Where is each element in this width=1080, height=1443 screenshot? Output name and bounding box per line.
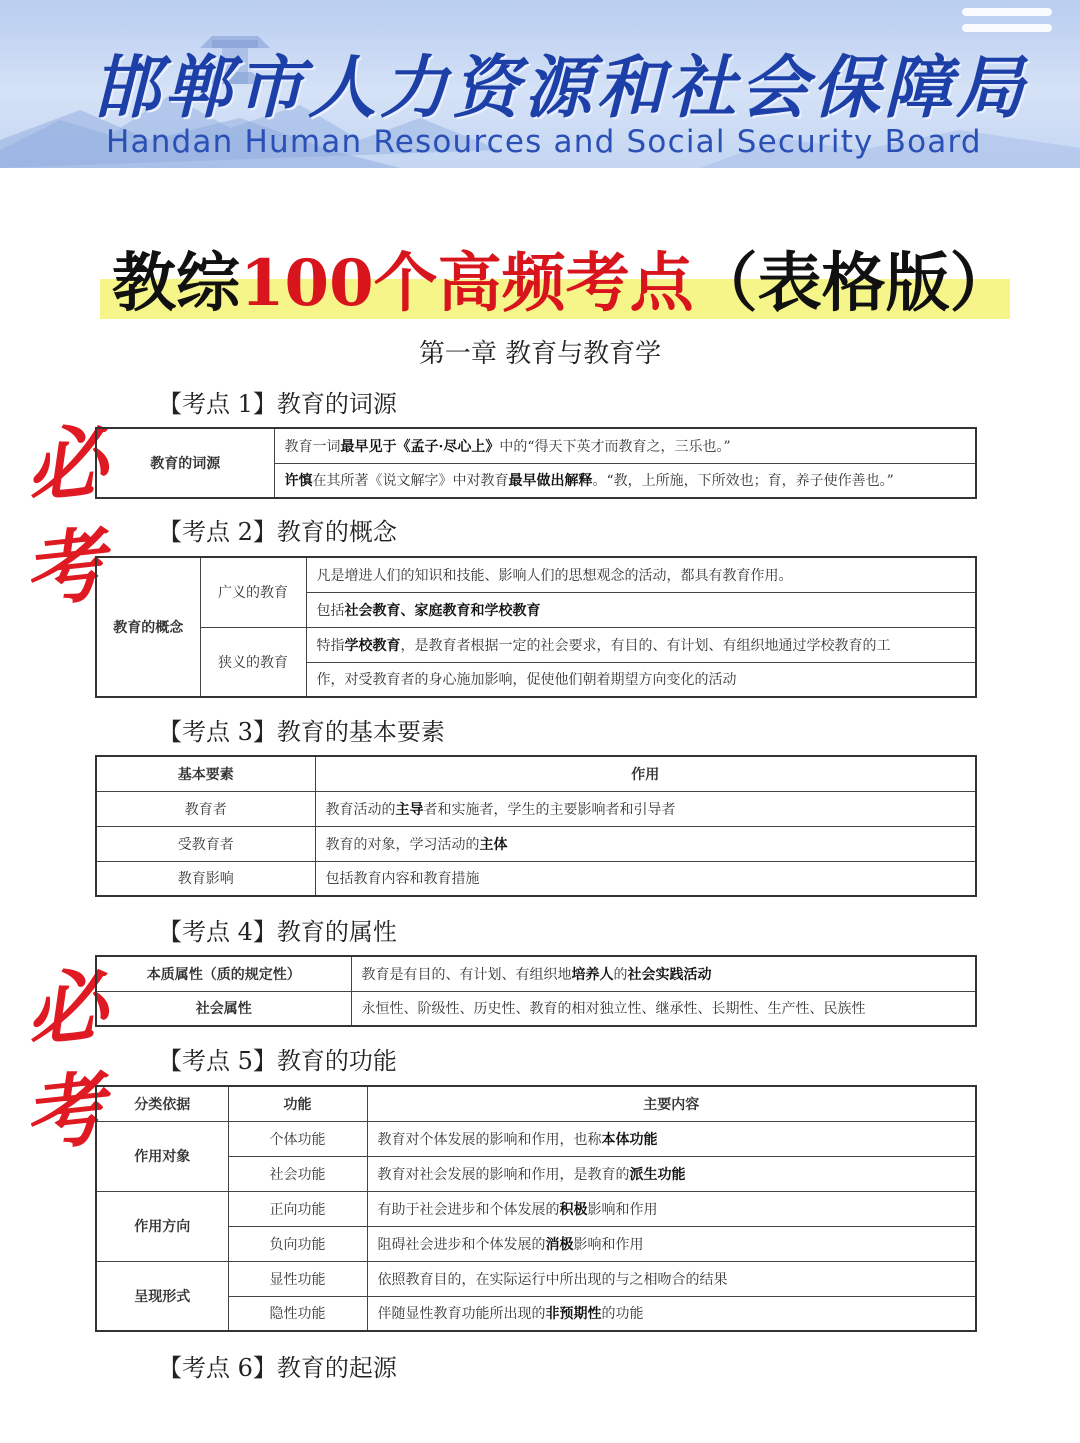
column-header: 功能	[228, 1086, 367, 1121]
table-cell: 受教育者	[96, 826, 315, 861]
section-5-heading: 【考点 5】教育的功能	[158, 1047, 397, 1075]
table-row	[96, 557, 976, 592]
hamburger-menu-icon[interactable]	[962, 8, 1052, 40]
table-cell: 教育者	[96, 791, 315, 826]
table-cell: 个体功能	[228, 1121, 367, 1156]
table-header-row	[96, 756, 976, 791]
stamp-bi-top: 必	[21, 413, 111, 515]
row-label: 教育的概念	[96, 557, 200, 697]
title-part1: 教综	[112, 246, 240, 321]
table-row	[96, 1226, 976, 1261]
section-3-heading: 【考点 3】教育的基本要素	[158, 718, 445, 746]
table-cell: 教育活动的主导者和实施者，学生的主要影响者和引导者	[315, 791, 976, 826]
table-cell: 显性功能	[228, 1261, 367, 1296]
section-6-heading: 【考点 6】教育的起源	[158, 1354, 397, 1382]
table-cell: 隐性功能	[228, 1296, 367, 1331]
table-cell: 教育对社会发展的影响和作用，是教育的派生功能	[367, 1156, 976, 1191]
table-row	[96, 861, 976, 896]
table-header-row	[96, 1086, 976, 1121]
column-header: 分类依据	[96, 1086, 228, 1121]
table-cell: 包括社会教育、家庭教育和学校教育	[306, 592, 976, 627]
table-row	[96, 1261, 976, 1296]
group-label: 作用方向	[96, 1191, 228, 1261]
section-1-heading: 【考点 1】教育的词源	[158, 390, 397, 418]
group-label: 作用对象	[96, 1121, 228, 1191]
table-cell: 包括教育内容和教育措施	[315, 861, 976, 896]
chapter-title: 第一章 教育与教育学	[418, 339, 662, 369]
table-cell: 社会功能	[228, 1156, 367, 1191]
title-part2: 100个高频考点	[240, 246, 694, 321]
table-cell: 凡是增进人们的知识和技能、影响人们的思想观念的活动，都具有教育作用。	[306, 557, 976, 592]
table-row	[96, 1296, 976, 1331]
table-cell: 教育是有目的、有计划、有组织地培养人的社会实践活动	[351, 956, 976, 991]
table-cell: 伴随显性教育功能所出现的非预期性的功能	[367, 1296, 976, 1331]
stamp-kao-top: 考	[19, 517, 109, 619]
table-row	[96, 428, 976, 463]
section-2-heading: 【考点 2】教育的概念	[158, 518, 397, 546]
section-4-heading: 【考点 4】教育的属性	[158, 918, 397, 946]
etymology-table	[95, 427, 977, 499]
table-cell: 教育的对象，学习活动的主体	[315, 826, 976, 861]
table-row	[96, 826, 976, 861]
table-row	[96, 1121, 976, 1156]
table-row	[96, 791, 976, 826]
elements-table	[95, 755, 977, 897]
banner-subtitle: Handan Human Resources and Social Security Board	[106, 124, 982, 160]
table-cell: 教育对个体发展的影响和作用，也称本体功能	[367, 1121, 976, 1156]
banner-title: 邯郸市人力资源和社会保障局	[92, 48, 1029, 128]
header-banner	[0, 0, 1080, 168]
table-row	[96, 956, 976, 991]
table-cell: 负向功能	[228, 1226, 367, 1261]
table-cell: 作，对受教育者的身心施加影响，促使他们朝着期望方向变化的活动	[306, 662, 976, 697]
stamp-kao-bottom: 考	[19, 1061, 109, 1163]
table-row	[96, 1156, 976, 1191]
column-header: 基本要素	[96, 756, 315, 791]
table-cell: 本质属性（质的规定性）	[96, 956, 351, 991]
table-cell: 阻碍社会进步和个体发展的消极影响和作用	[367, 1226, 976, 1261]
table-cell: 有助于社会进步和个体发展的积极影响和作用	[367, 1191, 976, 1226]
table-cell: 教育一词最早见于《孟子·尽心上》中的“得天下英才而教育之，三乐也。”	[274, 428, 976, 463]
table-cell: 特指学校教育，是教育者根据一定的社会要求，有目的、有计划、有组织地通过学校教育的工	[306, 627, 976, 662]
table-row	[96, 1191, 976, 1226]
column-header: 主要内容	[367, 1086, 976, 1121]
column-header: 作用	[315, 756, 976, 791]
table-row	[96, 991, 976, 1026]
table-cell: 永恒性、阶级性、历史性、教育的相对独立性、继承性、长期性、生产性、民族性	[351, 991, 976, 1026]
concept-table	[95, 556, 977, 698]
functions-table	[95, 1085, 977, 1332]
title-part3: （表格版）	[693, 246, 1014, 321]
page-title	[112, 232, 1014, 324]
attributes-table	[95, 955, 977, 1027]
row-sublabel: 广义的教育	[200, 557, 306, 627]
table-cell: 教育影响	[96, 861, 315, 896]
table-row	[96, 627, 976, 662]
stamp-bi-bottom: 必	[21, 957, 111, 1059]
row-label: 教育的词源	[96, 428, 274, 498]
table-cell: 社会属性	[96, 991, 351, 1026]
table-cell: 许慎在其所著《说文解字》中对教育最早做出解释。“教，上所施，下所效也；育，养子使作善也。”	[274, 463, 976, 498]
row-sublabel: 狭义的教育	[200, 627, 306, 697]
group-label: 呈现形式	[96, 1261, 228, 1331]
table-cell: 依照教育目的，在实际运行中所出现的与之相吻合的结果	[367, 1261, 976, 1296]
table-cell: 正向功能	[228, 1191, 367, 1226]
